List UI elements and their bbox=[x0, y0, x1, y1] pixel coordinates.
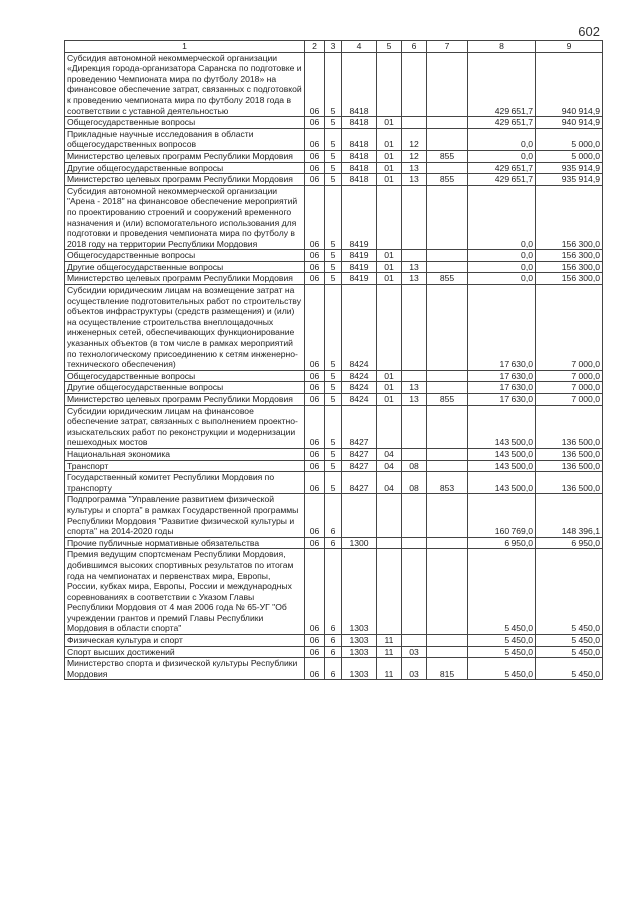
amount-cell: 160 769,0 bbox=[468, 494, 536, 537]
code-cell: 06 bbox=[305, 52, 325, 117]
code-cell: 8427 bbox=[342, 472, 377, 494]
code-cell: 5 bbox=[325, 162, 342, 174]
code-cell: 8424 bbox=[342, 382, 377, 394]
code-cell: 06 bbox=[305, 494, 325, 537]
column-header: 5 bbox=[377, 41, 402, 53]
row-name-cell: Другие общегосударственные вопросы bbox=[65, 382, 305, 394]
code-cell: 01 bbox=[377, 250, 402, 262]
amount-cell: 7 000,0 bbox=[536, 285, 603, 371]
page-number: 602 bbox=[578, 24, 600, 39]
budget-table bbox=[64, 40, 603, 680]
amount-cell: 156 300,0 bbox=[536, 261, 603, 273]
code-cell bbox=[377, 52, 402, 117]
code-cell bbox=[402, 185, 427, 250]
amount-cell: 148 396,1 bbox=[536, 494, 603, 537]
column-header: 4 bbox=[342, 41, 377, 53]
code-cell bbox=[377, 494, 402, 537]
code-cell: 01 bbox=[377, 128, 402, 150]
column-header: 7 bbox=[427, 41, 468, 53]
code-cell: 06 bbox=[305, 128, 325, 150]
table-row bbox=[65, 52, 603, 117]
code-cell: 5 bbox=[325, 128, 342, 150]
code-cell bbox=[377, 537, 402, 549]
code-cell: 06 bbox=[305, 261, 325, 273]
amount-cell: 0,0 bbox=[468, 128, 536, 150]
amount-cell: 940 914,9 bbox=[536, 117, 603, 129]
code-cell: 01 bbox=[377, 174, 402, 186]
code-cell: 03 bbox=[402, 646, 427, 658]
code-cell: 8419 bbox=[342, 185, 377, 250]
code-cell: 13 bbox=[402, 273, 427, 285]
code-cell: 13 bbox=[402, 382, 427, 394]
code-cell bbox=[427, 128, 468, 150]
code-cell: 06 bbox=[305, 658, 325, 680]
code-cell bbox=[427, 117, 468, 129]
code-cell: 8418 bbox=[342, 128, 377, 150]
code-cell bbox=[402, 494, 427, 537]
code-cell: 855 bbox=[427, 394, 468, 406]
code-cell: 8419 bbox=[342, 250, 377, 262]
code-cell bbox=[402, 405, 427, 448]
code-cell bbox=[427, 250, 468, 262]
code-cell bbox=[377, 549, 402, 635]
table-row bbox=[65, 261, 603, 273]
amount-cell: 143 500,0 bbox=[468, 405, 536, 448]
code-cell: 06 bbox=[305, 394, 325, 406]
amount-cell: 136 500,0 bbox=[536, 472, 603, 494]
row-name-cell: Другие общегосударственные вопросы bbox=[65, 261, 305, 273]
code-cell: 8419 bbox=[342, 261, 377, 273]
row-name-cell: Государственный комитет Республики Мордовия по транспорту bbox=[65, 472, 305, 494]
code-cell: 8424 bbox=[342, 285, 377, 371]
code-cell: 01 bbox=[377, 370, 402, 382]
row-name-cell: Физическая культура и спорт bbox=[65, 635, 305, 647]
code-cell: 1300 bbox=[342, 537, 377, 549]
code-cell: 8419 bbox=[342, 273, 377, 285]
code-cell bbox=[402, 537, 427, 549]
row-name-cell: Премия ведущим спортсменам Республики Мордовия, добившимся высоких спортивных результатов по итогам года на чемпионатах и первенствах мира, Европы, России, кубках мира, Европы, России и международных соревнованиях в соответствии с Указом Главы Республики Мордовия от 4 мая 2006 года № 65-УГ "Об учреждении грантов и премий Главы Республики Мордовия в области спорта" bbox=[65, 549, 305, 635]
code-cell: 08 bbox=[402, 460, 427, 472]
amount-cell: 0,0 bbox=[468, 150, 536, 162]
code-cell: 6 bbox=[325, 494, 342, 537]
code-cell bbox=[377, 185, 402, 250]
code-cell: 1303 bbox=[342, 635, 377, 647]
code-cell: 5 bbox=[325, 405, 342, 448]
code-cell: 1303 bbox=[342, 658, 377, 680]
code-cell: 13 bbox=[402, 394, 427, 406]
code-cell: 6 bbox=[325, 658, 342, 680]
code-cell: 5 bbox=[325, 370, 342, 382]
code-cell bbox=[427, 549, 468, 635]
code-cell: 5 bbox=[325, 117, 342, 129]
code-cell: 06 bbox=[305, 185, 325, 250]
code-cell: 8418 bbox=[342, 162, 377, 174]
code-cell: 5 bbox=[325, 185, 342, 250]
table-row bbox=[65, 549, 603, 635]
amount-cell: 17 630,0 bbox=[468, 370, 536, 382]
row-name-cell: Транспорт bbox=[65, 460, 305, 472]
code-cell bbox=[427, 261, 468, 273]
amount-cell: 429 651,7 bbox=[468, 162, 536, 174]
code-cell: 08 bbox=[402, 472, 427, 494]
code-cell: 5 bbox=[325, 472, 342, 494]
table-row bbox=[65, 185, 603, 250]
code-cell: 01 bbox=[377, 261, 402, 273]
amount-cell: 0,0 bbox=[468, 273, 536, 285]
code-cell bbox=[427, 494, 468, 537]
row-name-cell: Общегосударственные вопросы bbox=[65, 250, 305, 262]
code-cell bbox=[377, 405, 402, 448]
row-name-cell: Национальная экономика bbox=[65, 448, 305, 460]
row-name-cell: Прочие публичные нормативные обязательства bbox=[65, 537, 305, 549]
amount-cell: 136 500,0 bbox=[536, 448, 603, 460]
code-cell: 11 bbox=[377, 658, 402, 680]
table-row bbox=[65, 370, 603, 382]
code-cell bbox=[427, 52, 468, 117]
code-cell bbox=[427, 285, 468, 371]
code-cell: 8418 bbox=[342, 52, 377, 117]
amount-cell: 5 450,0 bbox=[468, 646, 536, 658]
code-cell: 06 bbox=[305, 460, 325, 472]
code-cell bbox=[402, 250, 427, 262]
amount-cell: 6 950,0 bbox=[468, 537, 536, 549]
column-header: 9 bbox=[536, 41, 603, 53]
amount-cell: 5 450,0 bbox=[536, 658, 603, 680]
row-name-cell: Субсидия автономной некоммерческой организации "Арена - 2018" на финансовое обеспечение мероприятий по проектированию строений и сооружений временного назначения и (или) вспомогательного использования для подготовки и проведения чемпионата мира по футболу в 2018 году на территории Республики Мордовия bbox=[65, 185, 305, 250]
code-cell: 06 bbox=[305, 448, 325, 460]
code-cell: 8424 bbox=[342, 370, 377, 382]
amount-cell: 156 300,0 bbox=[536, 185, 603, 250]
table-row bbox=[65, 646, 603, 658]
code-cell: 11 bbox=[377, 646, 402, 658]
amount-cell: 136 500,0 bbox=[536, 460, 603, 472]
code-cell: 6 bbox=[325, 646, 342, 658]
amount-cell: 429 651,7 bbox=[468, 117, 536, 129]
table-row bbox=[65, 448, 603, 460]
code-cell: 5 bbox=[325, 285, 342, 371]
code-cell bbox=[402, 370, 427, 382]
code-cell: 04 bbox=[377, 448, 402, 460]
code-cell: 12 bbox=[402, 128, 427, 150]
table-row bbox=[65, 658, 603, 680]
amount-cell: 5 000,0 bbox=[536, 150, 603, 162]
code-cell: 8418 bbox=[342, 117, 377, 129]
code-cell: 06 bbox=[305, 162, 325, 174]
code-cell: 06 bbox=[305, 370, 325, 382]
code-cell: 855 bbox=[427, 273, 468, 285]
code-cell: 01 bbox=[377, 273, 402, 285]
code-cell bbox=[427, 460, 468, 472]
amount-cell: 17 630,0 bbox=[468, 394, 536, 406]
column-header: 2 bbox=[305, 41, 325, 53]
code-cell bbox=[402, 52, 427, 117]
row-name-cell: Министерство целевых программ Республики Мордовия bbox=[65, 273, 305, 285]
code-cell bbox=[402, 635, 427, 647]
code-cell bbox=[427, 382, 468, 394]
code-cell: 855 bbox=[427, 174, 468, 186]
code-cell: 853 bbox=[427, 472, 468, 494]
row-name-cell: Субсидии юридическим лицам на финансовое обеспечение затрат, связанных с выполнением проектно-изыскательских работ по реконструкции и модернизации пешеходных мостов bbox=[65, 405, 305, 448]
code-cell: 06 bbox=[305, 273, 325, 285]
code-cell: 13 bbox=[402, 174, 427, 186]
row-name-cell: Министерство целевых программ Республики Мордовия bbox=[65, 394, 305, 406]
code-cell bbox=[427, 635, 468, 647]
code-cell: 5 bbox=[325, 174, 342, 186]
code-cell: 6 bbox=[325, 549, 342, 635]
amount-cell: 17 630,0 bbox=[468, 382, 536, 394]
amount-cell: 429 651,7 bbox=[468, 174, 536, 186]
amount-cell: 156 300,0 bbox=[536, 250, 603, 262]
amount-cell: 17 630,0 bbox=[468, 285, 536, 371]
code-cell: 06 bbox=[305, 549, 325, 635]
row-name-cell: Подпрограмма "Управление развитием физической культуры и спорта" в рамках Государственной программы Республики Мордовия "Развитие физической культуры и спорта" на 2014-2020 годы bbox=[65, 494, 305, 537]
amount-cell: 935 914,9 bbox=[536, 162, 603, 174]
code-cell: 13 bbox=[402, 261, 427, 273]
code-cell: 06 bbox=[305, 405, 325, 448]
code-cell: 01 bbox=[377, 394, 402, 406]
code-cell: 06 bbox=[305, 285, 325, 371]
amount-cell: 5 450,0 bbox=[536, 646, 603, 658]
table-row bbox=[65, 472, 603, 494]
code-cell: 06 bbox=[305, 382, 325, 394]
code-cell: 5 bbox=[325, 448, 342, 460]
code-cell: 06 bbox=[305, 250, 325, 262]
code-cell bbox=[427, 537, 468, 549]
amount-cell: 5 450,0 bbox=[536, 549, 603, 635]
row-name-cell: Другие общегосударственные вопросы bbox=[65, 162, 305, 174]
table-row bbox=[65, 250, 603, 262]
amount-cell: 0,0 bbox=[468, 185, 536, 250]
code-cell: 06 bbox=[305, 537, 325, 549]
amount-cell: 0,0 bbox=[468, 261, 536, 273]
code-cell: 01 bbox=[377, 150, 402, 162]
amount-cell: 136 500,0 bbox=[536, 405, 603, 448]
table-row bbox=[65, 382, 603, 394]
amount-cell: 940 914,9 bbox=[536, 52, 603, 117]
code-cell bbox=[402, 448, 427, 460]
code-cell: 04 bbox=[377, 472, 402, 494]
table-row bbox=[65, 285, 603, 371]
row-name-cell: Министерство целевых программ Республики Мордовия bbox=[65, 174, 305, 186]
code-cell bbox=[427, 185, 468, 250]
code-cell: 5 bbox=[325, 394, 342, 406]
column-header: 8 bbox=[468, 41, 536, 53]
amount-cell: 7 000,0 bbox=[536, 370, 603, 382]
code-cell: 6 bbox=[325, 537, 342, 549]
row-name-cell: Общегосударственные вопросы bbox=[65, 117, 305, 129]
amount-cell: 156 300,0 bbox=[536, 273, 603, 285]
code-cell: 5 bbox=[325, 460, 342, 472]
amount-cell: 7 000,0 bbox=[536, 394, 603, 406]
code-cell: 1303 bbox=[342, 549, 377, 635]
amount-cell: 429 651,7 bbox=[468, 52, 536, 117]
table-row bbox=[65, 537, 603, 549]
amount-cell: 935 914,9 bbox=[536, 174, 603, 186]
table-row bbox=[65, 128, 603, 150]
code-cell: 03 bbox=[402, 658, 427, 680]
table-row bbox=[65, 405, 603, 448]
code-cell bbox=[402, 549, 427, 635]
table-row bbox=[65, 162, 603, 174]
code-cell: 8427 bbox=[342, 448, 377, 460]
code-cell bbox=[402, 285, 427, 371]
table-row bbox=[65, 117, 603, 129]
amount-cell: 143 500,0 bbox=[468, 448, 536, 460]
code-cell: 8418 bbox=[342, 150, 377, 162]
code-cell bbox=[402, 117, 427, 129]
code-cell: 5 bbox=[325, 52, 342, 117]
code-cell: 12 bbox=[402, 150, 427, 162]
amount-cell: 0,0 bbox=[468, 250, 536, 262]
code-cell: 06 bbox=[305, 150, 325, 162]
column-header: 3 bbox=[325, 41, 342, 53]
code-cell: 01 bbox=[377, 162, 402, 174]
code-cell: 04 bbox=[377, 460, 402, 472]
code-cell: 01 bbox=[377, 117, 402, 129]
row-name-cell: Министерство спорта и физической культуры Республики Мордовия bbox=[65, 658, 305, 680]
header-row bbox=[65, 41, 603, 53]
table-row bbox=[65, 394, 603, 406]
code-cell bbox=[342, 494, 377, 537]
row-name-cell: Субсидия автономной некоммерческой организации «Дирекция города-организатора Саранска по подготовке и проведению Чемпионата мира по футболу 2018» на финансовое обеспечение затрат, связанных с подготовкой к проведению чемпионата мира по футболу 2018 года в соответствии с уставной деятельностью bbox=[65, 52, 305, 117]
code-cell bbox=[427, 448, 468, 460]
row-name-cell: Субсидии юридическим лицам на возмещение затрат на осуществление подготовительных работ по строительству объектов инфраструктуры (средств размещения) и (или) на осуществление строительства внеплощадочных инженерных сетей, обеспечивающих функционирование указанных объектов (в том числе в рамках мероприятий по технологическому присоединению к сетям инженерно-технического обеспечения) bbox=[65, 285, 305, 371]
code-cell: 5 bbox=[325, 261, 342, 273]
table-row bbox=[65, 150, 603, 162]
code-cell: 06 bbox=[305, 646, 325, 658]
amount-cell: 5 450,0 bbox=[468, 658, 536, 680]
amount-cell: 143 500,0 bbox=[468, 460, 536, 472]
table-row bbox=[65, 460, 603, 472]
amount-cell: 143 500,0 bbox=[468, 472, 536, 494]
code-cell: 8418 bbox=[342, 174, 377, 186]
code-cell bbox=[427, 162, 468, 174]
table-row bbox=[65, 174, 603, 186]
column-header: 1 bbox=[65, 41, 305, 53]
column-header: 6 bbox=[402, 41, 427, 53]
code-cell: 1303 bbox=[342, 646, 377, 658]
table-body bbox=[65, 52, 603, 680]
amount-cell: 5 000,0 bbox=[536, 128, 603, 150]
code-cell: 06 bbox=[305, 472, 325, 494]
code-cell: 855 bbox=[427, 150, 468, 162]
code-cell: 5 bbox=[325, 150, 342, 162]
code-cell bbox=[427, 370, 468, 382]
code-cell bbox=[427, 405, 468, 448]
code-cell: 8427 bbox=[342, 460, 377, 472]
code-cell bbox=[377, 285, 402, 371]
table-row bbox=[65, 494, 603, 537]
code-cell: 8427 bbox=[342, 405, 377, 448]
code-cell: 01 bbox=[377, 382, 402, 394]
code-cell: 8424 bbox=[342, 394, 377, 406]
code-cell: 11 bbox=[377, 635, 402, 647]
amount-cell: 5 450,0 bbox=[536, 635, 603, 647]
amount-cell: 7 000,0 bbox=[536, 382, 603, 394]
code-cell bbox=[427, 646, 468, 658]
row-name-cell: Прикладные научные исследования в области общегосударственных вопросов bbox=[65, 128, 305, 150]
code-cell: 815 bbox=[427, 658, 468, 680]
code-cell: 6 bbox=[325, 635, 342, 647]
code-cell: 06 bbox=[305, 174, 325, 186]
code-cell: 5 bbox=[325, 382, 342, 394]
amount-cell: 6 950,0 bbox=[536, 537, 603, 549]
amount-cell: 5 450,0 bbox=[468, 635, 536, 647]
code-cell: 06 bbox=[305, 117, 325, 129]
amount-cell: 5 450,0 bbox=[468, 549, 536, 635]
code-cell: 13 bbox=[402, 162, 427, 174]
row-name-cell: Спорт высших достижений bbox=[65, 646, 305, 658]
row-name-cell: Общегосударственные вопросы bbox=[65, 370, 305, 382]
table-row bbox=[65, 273, 603, 285]
table-header bbox=[65, 41, 603, 53]
table-row bbox=[65, 635, 603, 647]
code-cell: 5 bbox=[325, 273, 342, 285]
code-cell: 5 bbox=[325, 250, 342, 262]
row-name-cell: Министерство целевых программ Республики Мордовия bbox=[65, 150, 305, 162]
code-cell: 06 bbox=[305, 635, 325, 647]
